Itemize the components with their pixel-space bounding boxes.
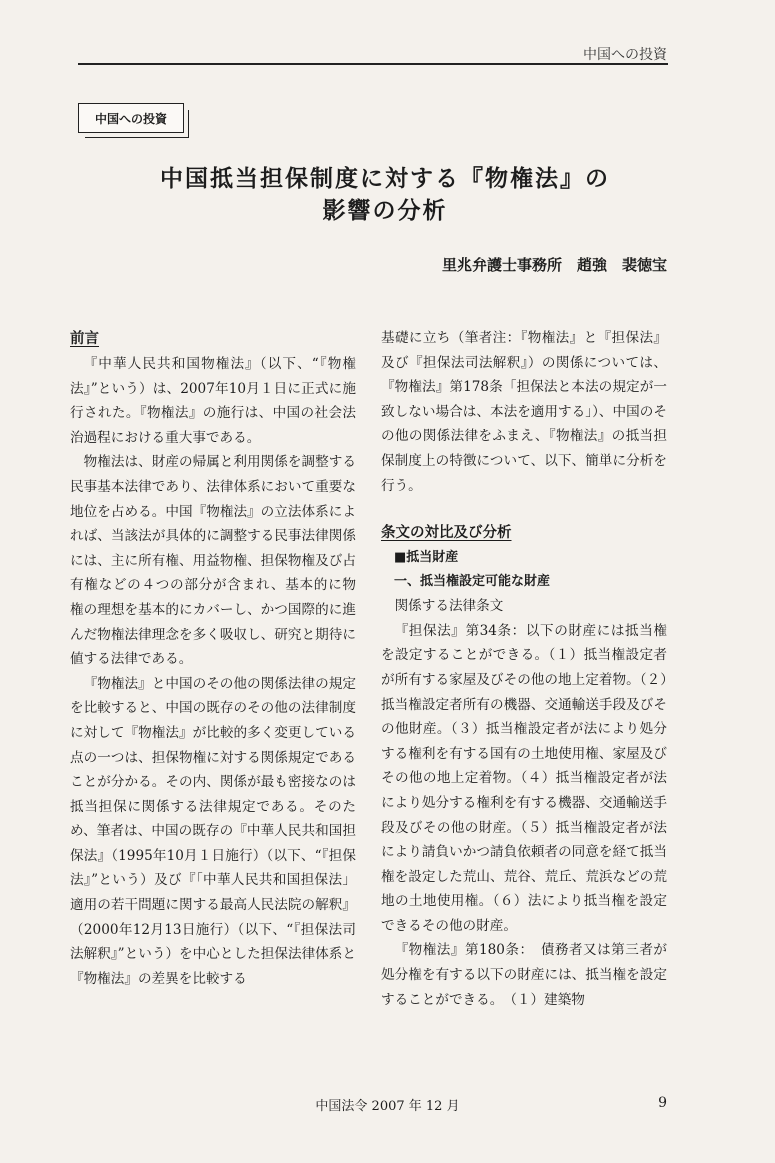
left-paragraph: 物権法は、財産の帰属と利用関係を調整する民事基本法律であり、法律体系において重要な地位を占める。中国『物権法』の立法体系によれば、当該法が具体的に調整する民事法律関係には、主に所有権、用益物権、担保物権及び占有権などの４つの部分が含まれ、基本的に物権の理想を基本的にカバーし、かつ国際的に進んだ物権法律理念を多く吸収し、研究と期待に値する法律である。: [70, 454, 356, 668]
mortgage-property-subheading: ■抵当財産: [394, 550, 459, 566]
page-number: 9: [658, 1095, 667, 1111]
running-header: 中国への投資: [583, 47, 667, 63]
left-paragraph: 『中華人民共和国物権法』（以下、“『物権法』”という）は、2007年10月１日に正式に施行された。『物権法』の施行は、中国の社会法治過程における重大事である。: [70, 356, 356, 446]
title-line-1: 中国抵当担保制度に対する『物権法』の: [160, 166, 610, 192]
right-paragraph: 『担保法』第34条：以下の財産には抵当権を設定することができる。（１）抵当権設定者が所有する家屋及びその他の地上定着物。（２）抵当権設定者所有の機器、交通輸送手段及びその他財産。（３）抵当権設定者が法により処分する権利を有する国有の土地使用権、家屋及びその他の地上定着物。（４）抵当権設定者が法により処分する権利を有する機器、交通輸送手段及びその他の財産。（５）抵当権設定者が法により請負いかつ請負依頼者の同意を経て抵当権を設定した荒山、荒谷、荒丘、荒浜などの荒地の土地使用権。（６）法により抵当権を設定できるその他の財産。: [381, 622, 667, 934]
related-law-label: 関係する法律条文: [394, 598, 504, 615]
category-label: [78, 103, 184, 133]
article-title: [70, 163, 700, 227]
header-rule: [78, 63, 668, 65]
left-column: [70, 326, 356, 991]
right-paragraph: 『物権法』第180条： 債務者又は第三者が処分権を有する以下の財産には、抵当権を設定することができる。 （１）建築物: [381, 942, 667, 1008]
right-column: [381, 326, 667, 1012]
right-continuation: 基礎に立ち（筆者注：『物権法』と『担保法』及び『担保法司法解釈』）の関係については、『物権法』第178条「担保法と本法の規定が一致しない場合は、本法を適用する」）、中国のその他の関係法律をふまえ、『物権法』の抵当担保制度上の特徴について、以下、簡単に分析を行う。: [381, 330, 667, 494]
category-label-text: 中国への投資: [94, 111, 167, 126]
preface-heading: 前言: [70, 331, 99, 347]
item-heading: 一、抵当権設定可能な財産: [394, 574, 551, 590]
comparison-heading: 条文の対比及び分析: [381, 525, 512, 542]
left-paragraph: 『物権法』と中国のその他の関係法律の規定を比較すると、中国の既存のその他の法律制度に対して『物権法』が比較的多く変更している点の一つは、担保物権に対する関係規定であることが分かる。その内、関係が最も密接なのは抵当担保に関係する法律規定である。そのため、筆者は、中国の既存の『中華人民共和国担保法』（1995年10月１日施行）（以下、“『担保法』”という）及び『「中華人民共和国担保法」適用の若干問題に関する最高人民法院の解釈』（2000年12月13日施行）（以下、“『担保法司法解釈』”という）を中心とした担保法律体系と『物権法』の差異を比較する: [70, 675, 356, 987]
title-line-2: 影響の分析: [322, 198, 448, 224]
footer-journal: 中国法令 2007 年 12 月: [315, 1099, 460, 1114]
author-byline: 里兆弁護士事務所 趙強 裴徳宝: [441, 256, 667, 274]
